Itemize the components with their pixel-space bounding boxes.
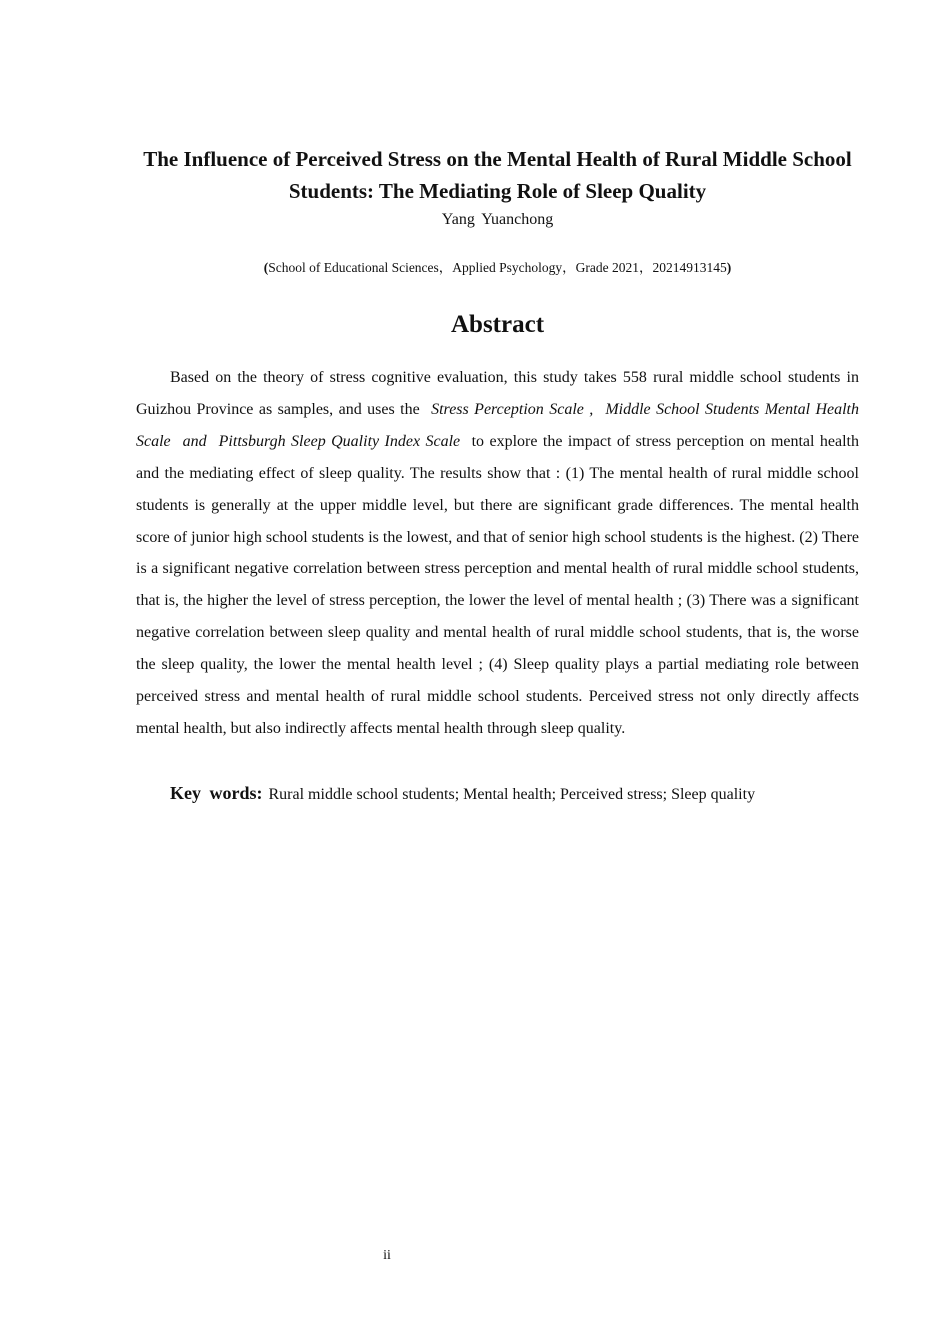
affiliation-text: School of Educational Sciences，Applied Psychology，Grade 2021，20214913145 — [268, 260, 727, 275]
abstract-paragraph — [136, 362, 859, 745]
scale-connector: and — [182, 432, 207, 450]
paper-title: The Influence of Perceived Stress on the Mental Health of Rural Middle School Students: The Mediating Role of Sleep Quality — [143, 147, 852, 203]
page-number: ii — [383, 1248, 391, 1263]
keywords-text: Rural middle school students; Mental health; Perceived stress; Sleep quality — [268, 786, 756, 803]
keywords-label: Key words: — [170, 783, 263, 803]
scale-name-stress-perception: Stress Perception Scale , — [431, 400, 594, 418]
abstract-heading: Abstract — [450, 311, 545, 338]
affiliation-close-paren: ) — [726, 260, 732, 275]
affiliation-open-paren: ( — [263, 260, 269, 275]
scale-name-pittsburgh: Pittsburgh Sleep Quality Index Scale — [218, 432, 461, 450]
scale-name-mental-health: Middle School Students Mental Health Scale — [136, 400, 860, 450]
abstract-text-part1: Based on the theory of stress cognitive evaluation, this study takes 558 rural middle school students in Guizhou Province as samples, and uses the — [136, 369, 859, 418]
abstract-text-part2: to explore the impact of stress perception on mental health and the mediating effect of sleep quality. The results show that : (1) The mental health of rural middle school students is generally at the upper middle level, but there are significant grade differences. The mental health score of junior high school students is the lowest, and that of senior high school students is the highest. (2) There is a significant negative correlation between stress perception and mental health of rural middle school students, that is, the higher the level of stress perception, the lower the level of mental health ; (3) There was a significant negative correlation between sleep quality and mental health of rural middle school students, that is, the worse the sleep quality, the lower the mental health level ; (4) Sleep quality plays a partial mediating role between perceived stress and mental health of rural middle school students. Perceived stress not only directly affects mental health, but also indirectly affects mental health through sleep quality. — [136, 432, 860, 737]
author-affiliation — [136, 258, 859, 278]
author-name: Yang Yuanchong — [441, 211, 554, 228]
keywords-line — [170, 780, 859, 808]
